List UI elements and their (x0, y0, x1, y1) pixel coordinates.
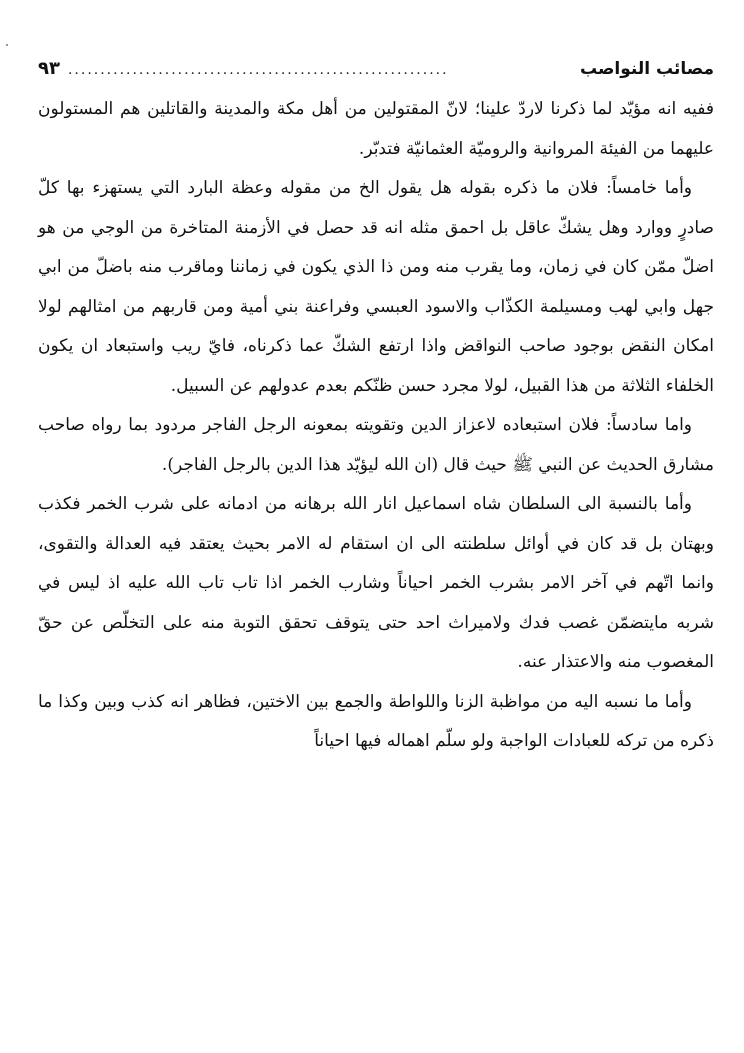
document-page (38, 58, 714, 762)
header-title: مصائب النواصب (579, 59, 714, 79)
page-number: ٩٣ (38, 58, 60, 79)
paragraph-3: واما سادساً: فلان استبعاده لاعزاز الدين وتقويته بمعونه الرجل الفاجر مردود بما رواه صاحب مشارق الحديث عن النبي ﷺ حيث قال (ان الله ليؤيّد هذا الدين بالرجل الفاجر). (38, 415, 714, 475)
paragraph-2: وأما خامساً: فلان ما ذكره بقوله هل يقول الخ من مقوله وعظة البارد التي يستهزء بها كلّ صادرٍ ووارد وهل يشكّ عاقل بل احمق مثله انه قد حصل في الأزمنة المتاخرة من الوجي من هو اضلّ ممّن كان في زمان، وما يقرب منه ومن ذا الذي يكون في زماننا وماقرب منه باضلّ من ابي جهل وابي لهب ومسيلمة الكذّاب والاسود العبسي وفراعنة بني أمية ومن قاربهم من امثالهم لولا امكان النقض بوجود صاحب النواقض واذا ارتفع الشكّ عما ذكرناه، فايّ ريب واستبعاد ان يكون الخلفاء الثلاثة من هذا القبيل، لولا مجرد حسن ظنّكم بعدم عدولهم عن السبيل. (38, 178, 714, 396)
header-leader-dots: ........................................................... (67, 62, 449, 78)
paragraph-1: ففيه انه مؤيّد لما ذكرنا لاردّ علينا؛ لانّ المقتولين من أهل مكة والمدينة والقاتلين هم المستولون عليهما من الفيئة المروانية والروميّة العثمانيّة فتدبّر. (38, 99, 714, 159)
paragraph-4: وأما بالنسبة الى السلطان شاه اسماعيل انار الله برهانه من ادمانه على شرب الخمر فكذب وبهتان بل قد كان في أوائل سلطنته الى ان استقام له الامر بحيث يعتقد فيه العدالة والتقوى، وانما اتّهم في آخر الامر بشرب الخمر احياناً وشارب الخمر اذا تاب تاب الله عليه اذ ليس في شربه مايتضمّن غصب فدك ولاميراث احد حتى يتوقف تحقق التوبة منه على التخلّص عن حقّ المغصوب منه والاعتذار عنه. (38, 494, 714, 672)
paragraph-5: وأما ما نسبه اليه من مواظبة الزنا واللواطة والجمع بين الاختين، فظاهر انه كذب وبين وكذا ما ذكره من تركه للعبادات الواجبة ولو سلّم اهماله فيها احياناً (38, 691, 714, 751)
running-header (38, 58, 714, 88)
margin-speck (6, 44, 8, 46)
